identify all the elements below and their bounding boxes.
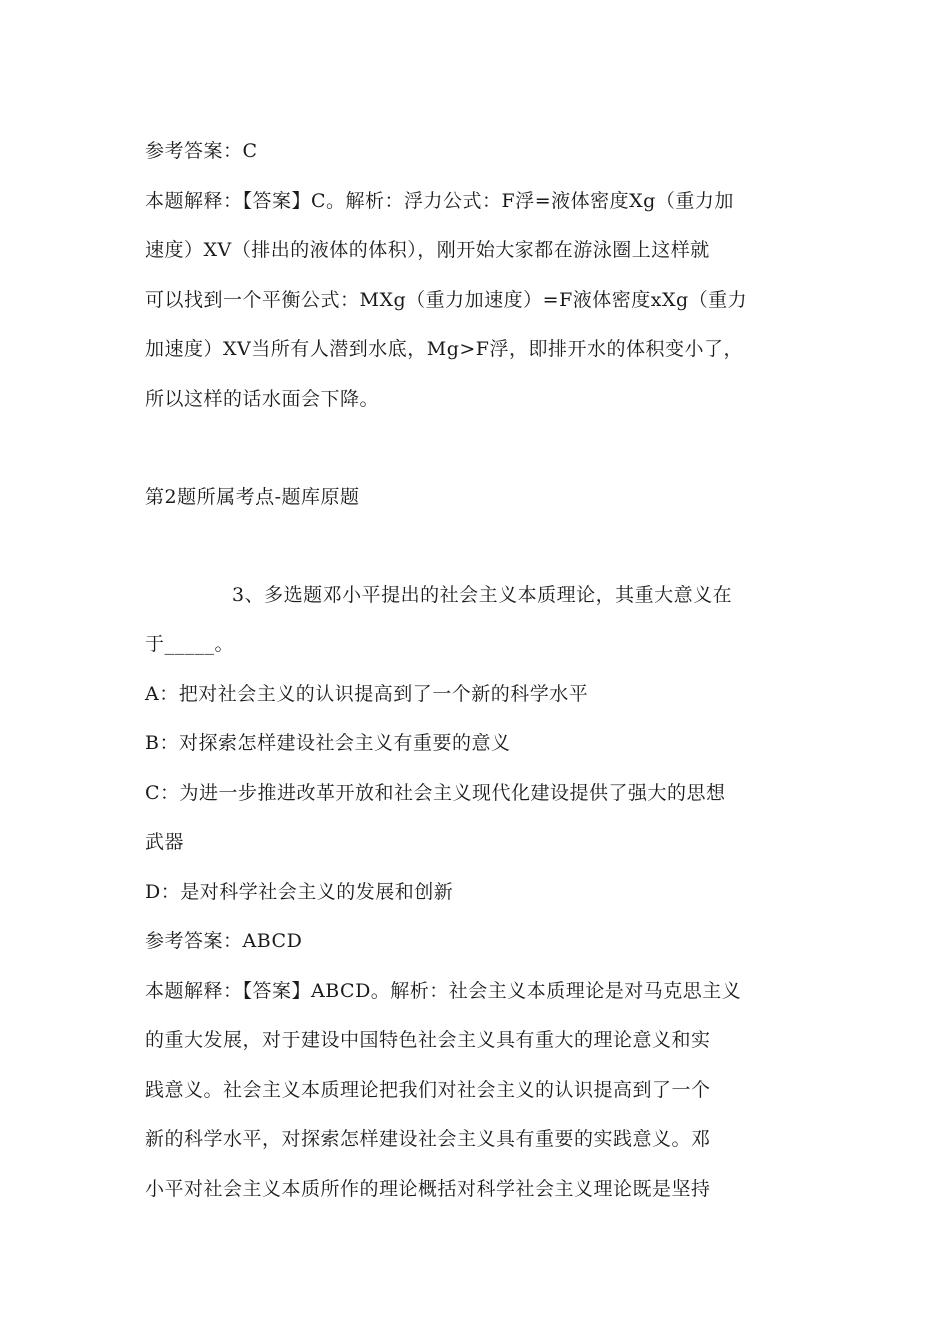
document-page	[145, 127, 805, 1214]
q3-option-c: C：为进一步推进改革开放和社会主义现代化建设提供了强大的思想	[145, 781, 726, 804]
q2-answer-section	[145, 127, 805, 424]
q3-explanation-line: 新的科学水平，对探索怎样建设社会主义具有重要的实践意义。邓	[145, 1128, 711, 1150]
q3-stem	[145, 571, 805, 670]
q3-section	[145, 571, 805, 1215]
q3-explanation-line: 践意义。社会主义本质理论把我们对社会主义的认识提高到了一个	[145, 1078, 711, 1101]
q3-stem-line: 3、多选题邓小平提出的社会主义本质理论，其重大意义在	[232, 583, 733, 606]
q2-explanation-line: 本题解释：【答案】C。解析：浮力公式：F浮=液体密度Xg（重力加	[145, 189, 734, 212]
q3-explanation-line: 小平对社会主义本质所作的理论概括对科学社会主义理论既是坚持	[145, 1177, 711, 1200]
q3-option-a: A：把对社会主义的认识提高到了一个新的科学水平	[145, 682, 589, 705]
q3-options	[145, 670, 805, 918]
q3-answer: 参考答案：ABCD	[145, 930, 303, 952]
q3-explanation	[145, 967, 805, 1215]
q2-topic: 第2题所属考点-题库原题	[145, 486, 360, 508]
q2-explanation-line: 所以这样的话水面会下降。	[145, 387, 380, 410]
q3-stem-line: 于_____。	[145, 633, 235, 655]
q2-explanation	[145, 177, 805, 425]
q3-explanation-line: 本题解释：【答案】ABCD。解析：社会主义本质理论是对马克思主义	[145, 979, 742, 1002]
q3-option-b: B：对探索怎样建设社会主义有重要的意义	[145, 732, 511, 754]
q2-answer: 参考答案：C	[145, 140, 258, 162]
q3-option-c-continued: 武器	[145, 831, 185, 853]
q2-explanation-line: 可以找到一个平衡公式：MXg（重力加速度）=F液体密度xXg（重力	[145, 288, 748, 311]
q3-option-d: D：是对科学社会主义的发展和创新	[145, 880, 454, 903]
q2-explanation-line: 加速度）XV当所有人潜到水底，Mg>F浮，即排开水的体积变小了，	[145, 338, 743, 360]
q3-explanation-line: 的重大发展，对于建设中国特色社会主义具有重大的理论意义和实	[145, 1029, 711, 1051]
q2-explanation-line: 速度）XV（排出的液体的体积），刚开始大家都在游泳圈上这样就	[145, 239, 710, 261]
